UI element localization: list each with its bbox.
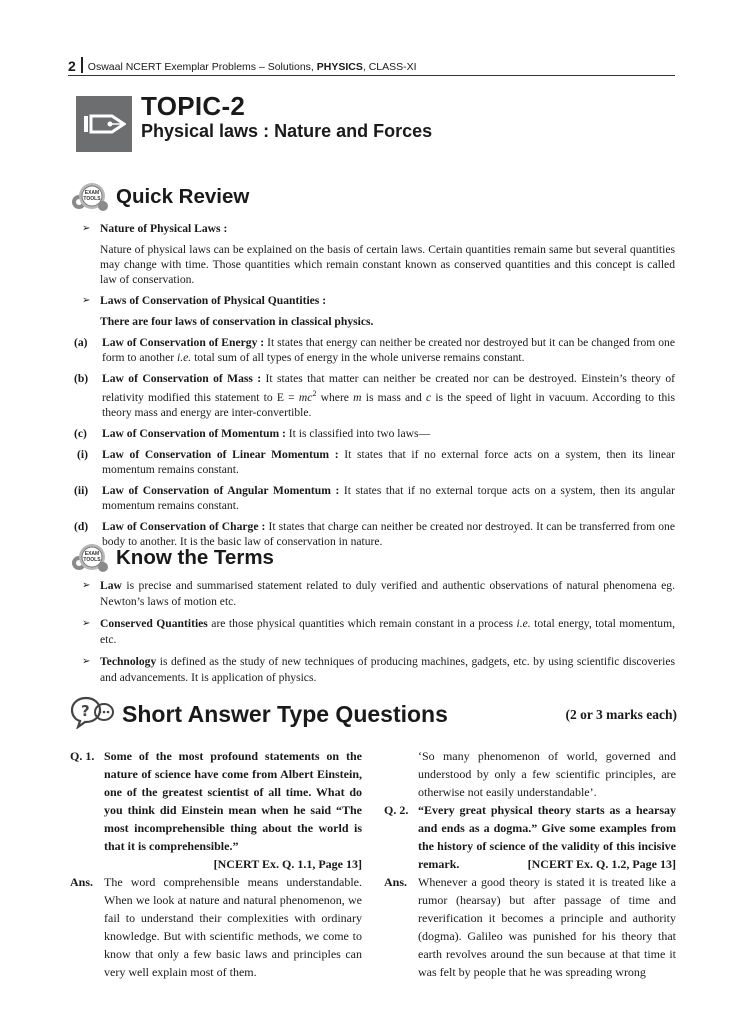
header-divider (81, 57, 83, 73)
question-2-reference: [NCERT Ex. Q. 1.2, Page 13] (527, 857, 676, 871)
badge-text: EXAM TOOLS (83, 551, 101, 563)
arrow-bullet-icon: ➢ (82, 618, 91, 629)
header-series: Oswaal NCERT Exemplar Problems – Solutions, PHYSICS, CLASS-XI (87, 61, 417, 73)
law-item: (b) Law of Conservation of Mass : It states that matter can neither be created nor can be destroyed. Einstein’s theory of relativity modified this statement to $E = mc^2$ where m is mass and c is the speed of light in vacuum. According to this theory mass and energy are inter-convertible. (74, 372, 675, 419)
know-terms-heading (70, 541, 274, 575)
pen-nib-icon (76, 96, 132, 152)
page-number: 2 (68, 58, 76, 74)
exam-tools-gear-icon (70, 180, 110, 214)
exam-tools-gear-icon (70, 541, 110, 575)
badge-text: EXAM TOOLS (83, 190, 101, 202)
marks-note: (2 or 3 marks each) (565, 706, 677, 722)
know-terms-body (82, 578, 675, 686)
law-item: (c) Law of Conservation of Momentum : It is classified into two laws— (74, 426, 431, 440)
arrow-bullet-icon: ➢ (82, 223, 91, 234)
law-item: (ii) Law of Conservation of Angular Momentum : It states that if no external torque acts on a system, then its angular momentum remains constant. (74, 483, 675, 512)
question-bubble-icon (70, 695, 114, 734)
short-answer-heading (70, 695, 677, 734)
quick-review-body (74, 221, 675, 549)
short-answer-title: Short Answer Type Questions (122, 701, 448, 727)
quick-review-heading (70, 180, 249, 214)
topic-title: TOPIC-2 (141, 91, 246, 121)
topic-subtitle: Physical laws : Nature and Forces (141, 121, 433, 141)
answer-2: Ans. Whenever a good theory is stated it is treated like a rumor (hearsay) but after passage of time and reverification it becomes a principle and authority (dogma). Galileo was punished for his theory that earth revolves around the sun because at that time it was felt by people that he was spreading wrong (384, 875, 676, 979)
nature-text: Nature of physical laws can be explained on the basis of certain laws. Certain quantities remain same but several quantities may change with time. Those quantities which remain constant known as conserved quantities and this concept is called law of conservation. (100, 243, 675, 286)
bullet-nature: ➢ Nature of Physical Laws : (82, 222, 228, 235)
laws-intro: There are four laws of conservation in classical physics. (100, 315, 374, 328)
running-header (68, 58, 675, 76)
question-2: Q. 2. “Every great physical theory starts as a hearsay and ends as a dogma.” Give some examples from the history of science of the validity of this incisive remark. (384, 803, 676, 871)
know-terms-title: Know the Terms (116, 546, 274, 569)
svg-text:?: ? (81, 702, 90, 720)
bullet-laws: ➢ Laws of Conservation of Physical Quantities : (82, 294, 327, 307)
answer-1: Ans. The word comprehensible means understandable. When we look at nature and natural phenomenon, we fail to understand their complexities with ordinary knowledge. But with scientific methods, we come to know that only a few basic laws and principles can very well explain most of them. (70, 875, 362, 979)
law-item: (d) Law of Conservation of Charge : It states that charge can neither be created nor destroyed. It can be transferred from one body to another. It is the basic law of conservation in nature. (74, 519, 675, 548)
left-column (70, 747, 362, 981)
arrow-bullet-icon: ➢ (82, 580, 91, 591)
term-item: ➢ Conserved Quantities are those physical quantities which remain constant in a process i.e. total energy, total momentum, etc. (82, 617, 675, 646)
law-item: (a) Law of Conservation of Energy : It states that energy can neither be created nor destroyed but it can be changed from one form to another i.e. total sum of all types of energy in the whole universe remains constant. (74, 336, 675, 364)
arrow-bullet-icon: ➢ (82, 656, 91, 667)
term-item: ➢ Law is precise and summarised statement related to duly verified and authentic observations of natural phenomena eg. Newton’s laws of motion etc. (82, 579, 675, 608)
term-item: ➢ Technology is defined as the study of new techniques of producing machines, gadgets, etc. by using scientific discoveries and advancements. It is application of physics. (82, 655, 675, 684)
question-1-reference: [NCERT Ex. Q. 1.1, Page 13] (213, 857, 362, 871)
quick-review-title: Quick Review (116, 185, 250, 208)
arrow-bullet-icon: ➢ (82, 295, 91, 306)
right-column (384, 747, 676, 981)
law-item: (i) Law of Conservation of Linear Momentum : It states that if no external force acts on a system, then its linear momentum remains constant. (77, 447, 675, 476)
question-1: Q. 1. Some of the most profound statements on the nature of science have come from Albert Einstein, one of the greatest scientist of all time. What do you think did Einstein mean when he said “The most incomprehensible thing about the world is that it is comprehensible.” (70, 749, 362, 853)
answer-1-continued: ‘So many phenomenon of world, governed and understood by only a few scientific principles, are otherwise not easily understandable’. (418, 749, 676, 799)
